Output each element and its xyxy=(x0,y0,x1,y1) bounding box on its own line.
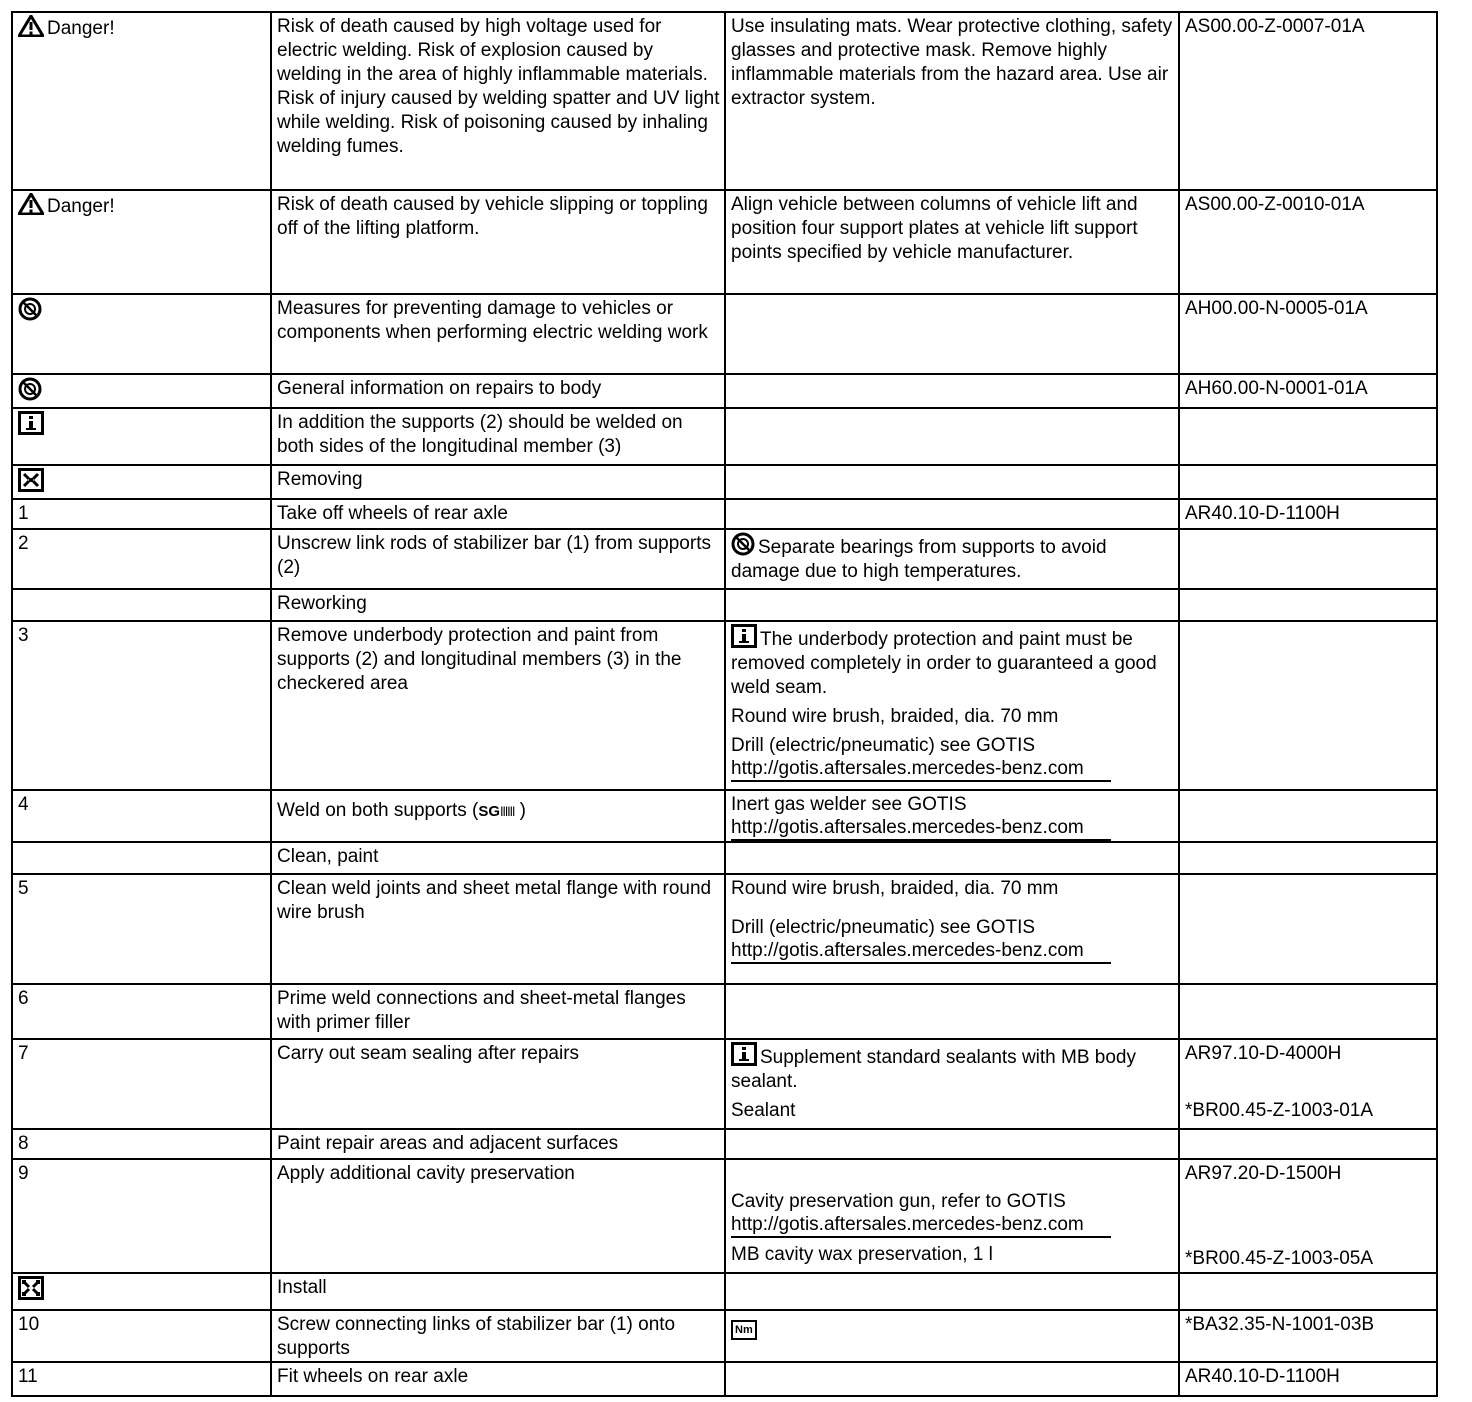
text-cell: Screw connecting links of stabilizer bar (1) onto supports xyxy=(271,1310,725,1362)
table-row xyxy=(12,1129,1437,1159)
text-cell: Fit wheels on rear axle xyxy=(271,1362,725,1396)
info-box-icon xyxy=(18,411,44,435)
warning-triangle-icon xyxy=(18,15,44,37)
remedy-cell xyxy=(725,1273,1179,1309)
ref-cell: AS00.00-Z-0010-01A xyxy=(1179,190,1437,294)
danger-label: Danger! xyxy=(47,18,115,39)
table-row xyxy=(12,408,1437,464)
ref-procedure: AR97.20-D-1500H xyxy=(1185,1162,1342,1184)
remedy-cell xyxy=(725,374,1179,408)
remedy-cell xyxy=(725,499,1179,529)
table-row xyxy=(12,1159,1437,1273)
gotis-link[interactable]: http://gotis.aftersales.mercedes-benz.com xyxy=(731,758,1111,782)
table-row xyxy=(12,190,1437,294)
table-row xyxy=(12,12,1437,190)
step-number: 11 xyxy=(12,1362,271,1396)
label-cell xyxy=(12,408,271,464)
gotis-link[interactable]: http://gotis.aftersales.mercedes-benz.com xyxy=(731,817,1111,841)
remedy-cell xyxy=(725,1362,1179,1396)
step-number: 9 xyxy=(12,1159,271,1273)
text-cell: Risk of death caused by vehicle slipping or toppling off of the lifting platform. xyxy=(271,190,725,294)
remedy-cell xyxy=(725,1159,1179,1273)
ref-cell xyxy=(1179,1129,1437,1159)
material-cavity-wax: MB cavity wax preservation, 1 l xyxy=(731,1243,993,1265)
ref-cell xyxy=(1179,465,1437,499)
text-cell: Measures for preventing damage to vehicles or components when performing electric welding work xyxy=(271,294,725,374)
remedy-cell xyxy=(725,621,1179,790)
remedy-cell xyxy=(725,1129,1179,1159)
text-cell xyxy=(271,790,725,842)
ref-cell xyxy=(1179,621,1437,790)
gotis-link[interactable]: http://gotis.aftersales.mercedes-benz.com xyxy=(731,940,1111,964)
table-row xyxy=(12,874,1437,984)
ref-cell: AR40.10-D-1100H xyxy=(1179,1362,1437,1396)
ref-cell xyxy=(1179,984,1437,1038)
weld-symbol-marks: ǀǀǀǀǀǀ xyxy=(500,803,515,819)
label-cell xyxy=(12,1273,271,1309)
ref-cell xyxy=(1179,790,1437,842)
step-number: 2 xyxy=(12,529,271,589)
table-row xyxy=(12,621,1437,790)
prohibition-circle-icon xyxy=(731,532,755,556)
table-row xyxy=(12,294,1437,374)
remove-frame-icon xyxy=(18,468,44,492)
info-box-icon xyxy=(731,624,757,648)
repair-procedure-table xyxy=(11,11,1438,1397)
tool-drill: Drill (electric/pneumatic) see GOTIS xyxy=(731,917,1036,938)
table-row xyxy=(12,499,1437,529)
torque-nm-icon xyxy=(731,1320,757,1340)
material-sealant: Sealant xyxy=(731,1099,796,1121)
note-text: Supplement standard sealants with MB body sealant. xyxy=(731,1046,1136,1092)
step-number: 6 xyxy=(12,984,271,1038)
table-row xyxy=(12,1310,1437,1362)
ref-material: *BR00.45-Z-1003-01A xyxy=(1185,1099,1373,1121)
ref-cell: AH00.00-N-0005-01A xyxy=(1179,294,1437,374)
torque-label: Nm xyxy=(735,1323,753,1336)
ref-cell xyxy=(1179,529,1437,589)
tool-drill: Drill (electric/pneumatic) see GOTIS xyxy=(731,735,1036,757)
label-cell xyxy=(12,294,271,374)
ref-cell xyxy=(1179,589,1437,621)
ref-cell: AR40.10-D-1100H xyxy=(1179,499,1437,529)
table-row xyxy=(12,1273,1437,1309)
text-cell: Take off wheels of rear axle xyxy=(271,499,725,529)
text-cell: Unscrew link rods of stabilizer bar (1) from supports (2) xyxy=(271,529,725,589)
weld-symbol-sg: SG xyxy=(478,802,501,820)
section-heading: Removing xyxy=(271,465,725,499)
label-cell xyxy=(12,589,271,621)
label-cell xyxy=(12,374,271,408)
step-number: 4 xyxy=(12,790,271,842)
text-cell: Carry out seam sealing after repairs xyxy=(271,1039,725,1129)
ref-cell: AS00.00-Z-0007-01A xyxy=(1179,12,1437,190)
label-cell xyxy=(12,12,271,190)
weld-text-end: ) xyxy=(514,799,526,821)
remedy-cell xyxy=(725,465,1179,499)
remedy-cell xyxy=(725,529,1179,589)
tool-brush: Round wire brush, braided, dia. 70 mm xyxy=(731,706,1059,728)
step-number: 10 xyxy=(12,1310,271,1362)
weld-text: Weld on both supports ( xyxy=(277,799,479,821)
remedy-cell xyxy=(725,1039,1179,1129)
text-cell: General information on repairs to body xyxy=(271,374,725,408)
section-heading: Clean, paint xyxy=(271,842,725,874)
table-row xyxy=(12,984,1437,1038)
info-box-icon xyxy=(731,1042,757,1066)
tool-welder: Inert gas welder see GOTIS xyxy=(731,793,967,815)
remedy-cell xyxy=(725,589,1179,621)
text-cell: Remove underbody protection and paint from supports (2) and longitudinal members (3) in the checkered area xyxy=(271,621,725,790)
remedy-cell: Align vehicle between columns of vehicle lift and position four support plates at vehicle lift support points specified by vehicle manufacturer. xyxy=(725,190,1179,294)
table-row xyxy=(12,1039,1437,1129)
table-row xyxy=(12,790,1437,842)
text-cell: Apply additional cavity preservation xyxy=(271,1159,725,1273)
ref-cell xyxy=(1179,1159,1437,1273)
remedy-cell xyxy=(725,984,1179,1038)
remedy-cell xyxy=(725,874,1179,984)
section-heading: Reworking xyxy=(271,589,725,621)
table-row xyxy=(12,374,1437,408)
ref-cell xyxy=(1179,1273,1437,1309)
ref-material: *BR00.45-Z-1003-05A xyxy=(1185,1247,1373,1269)
text-cell: Paint repair areas and adjacent surfaces xyxy=(271,1129,725,1159)
label-cell xyxy=(12,842,271,874)
note-text: The underbody protection and paint must be removed completely in order to guaranteed a good weld seam. xyxy=(731,629,1157,699)
step-number: 1 xyxy=(12,499,271,529)
remedy-cell xyxy=(725,408,1179,464)
ref-cell: *BA32.35-N-1001-03B xyxy=(1179,1310,1437,1362)
table-row xyxy=(12,842,1437,874)
text-cell: In addition the supports (2) should be welded on both sides of the longitudinal member (3) xyxy=(271,408,725,464)
tool-cavity-gun: Cavity preservation gun, refer to GOTIS xyxy=(731,1190,1066,1212)
ref-cell xyxy=(1179,874,1437,984)
step-number: 3 xyxy=(12,621,271,790)
table-row xyxy=(12,529,1437,589)
ref-cell xyxy=(1179,408,1437,464)
section-heading: Install xyxy=(271,1273,725,1309)
ref-cell xyxy=(1179,1039,1437,1129)
table-row xyxy=(12,465,1437,499)
install-frame-icon xyxy=(18,1276,44,1300)
label-cell xyxy=(12,190,271,294)
table-row xyxy=(12,589,1437,621)
text-cell: Prime weld connections and sheet-metal flanges with primer filler xyxy=(271,984,725,1038)
prohibition-circle-icon xyxy=(18,377,42,401)
remedy-cell xyxy=(725,1310,1179,1362)
prohibition-circle-icon xyxy=(18,297,42,321)
label-cell xyxy=(12,465,271,499)
gotis-link[interactable]: http://gotis.aftersales.mercedes-benz.com xyxy=(731,1214,1111,1238)
warning-triangle-icon xyxy=(18,193,44,215)
ref-cell: AH60.00-N-0001-01A xyxy=(1179,374,1437,408)
remedy-cell: Use insulating mats. Wear protective clothing, safety glasses and protective mask. Remove highly inflammable materials from the hazard area. Use air extractor system. xyxy=(725,12,1179,190)
remedy-cell xyxy=(725,294,1179,374)
text-cell: Clean weld joints and sheet metal flange with round wire brush xyxy=(271,874,725,984)
ref-cell xyxy=(1179,842,1437,874)
text-cell: Risk of death caused by high voltage used for electric welding. Risk of explosion caused by welding in the area of highly inflammable materials. Risk of injury caused by welding spatter and UV light while welding. Risk of poisoning caused by inhaling welding fumes. xyxy=(271,12,725,190)
remedy-cell xyxy=(725,842,1179,874)
remedy-cell xyxy=(725,790,1179,842)
danger-label: Danger! xyxy=(47,195,115,217)
ref-procedure: AR97.10-D-4000H xyxy=(1185,1042,1342,1064)
tool-brush: Round wire brush, braided, dia. 70 mm xyxy=(731,878,1059,899)
step-number: 7 xyxy=(12,1039,271,1129)
step-number: 8 xyxy=(12,1129,271,1159)
table-row xyxy=(12,1362,1437,1396)
step-number: 5 xyxy=(12,874,271,984)
remedy-text: Separate bearings from supports to avoid damage due to high temperatures. xyxy=(731,536,1107,582)
